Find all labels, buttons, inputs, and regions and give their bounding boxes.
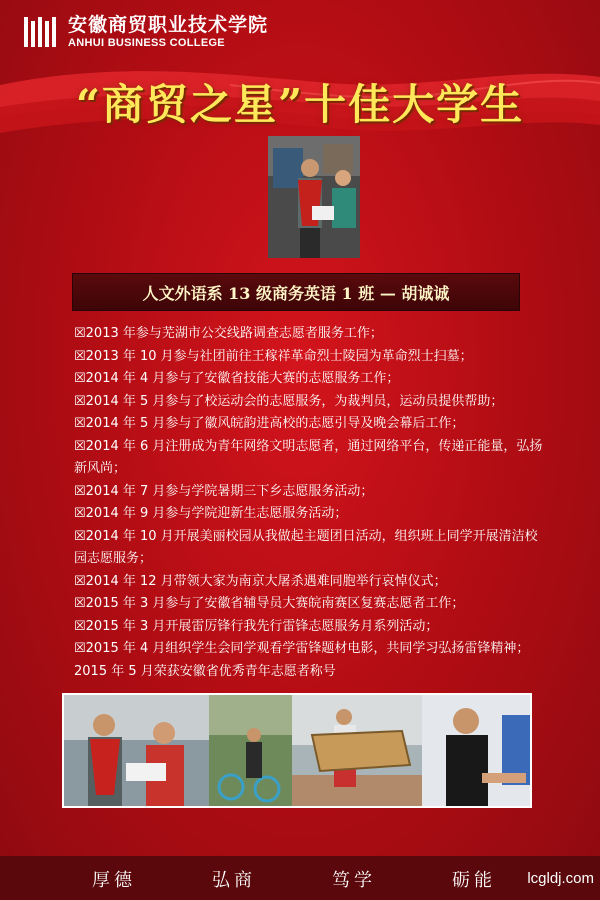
college-logo-icon bbox=[22, 13, 60, 51]
list-item: ☒2014 年 9 月参与学院迎新生志愿服务活动； bbox=[74, 506, 348, 521]
list-item: ☒2015 年 3 月开展雷厉锋行我先行雷锋志愿服务月系列活动； bbox=[74, 618, 439, 634]
college-name-cn: 安徽商贸职业技术学院 bbox=[68, 14, 269, 36]
college-header bbox=[22, 10, 268, 54]
activity-photo-strip bbox=[62, 693, 532, 808]
student-portrait-photo bbox=[268, 136, 360, 258]
list-item: ☒2013 年 10 月参与社团前往王稼祥革命烈士陵园为革命烈士扫墓； bbox=[74, 348, 473, 364]
list-item: ☒2014 年 5 月参与了校运动会的志愿服务，为裁判员，运动员提供帮助； bbox=[74, 393, 504, 409]
motto-text: 笃学 bbox=[332, 870, 376, 891]
college-name-en: ANHUI BUSINESS COLLEGE bbox=[68, 37, 225, 49]
activity-photo bbox=[422, 695, 530, 806]
activity-photo bbox=[64, 695, 209, 806]
list-item: ☒2015 年 3 月参与了安徽省辅导员大赛皖南赛区复赛志愿者工作； bbox=[74, 596, 465, 611]
student-name-banner: 人文外语系 13 级商务英语 1 班 — 胡诚诚 bbox=[72, 273, 520, 311]
motto-text: 弘商 bbox=[212, 870, 256, 891]
list-item: ☒2014 年 4 月参与了安徽省技能大赛的志愿服务工作； bbox=[74, 371, 400, 386]
motto-text: 砺能 bbox=[452, 870, 496, 891]
list-item: ☒2013 年参与芜湖市公交线路调查志愿者服务工作； bbox=[74, 326, 383, 341]
activity-photo bbox=[209, 695, 292, 806]
list-item: ☒2014 年 6 月注册成为青年网络文明志愿者，通过网络平台，传递正能量，弘扬新风尚； bbox=[74, 438, 543, 476]
activity-list bbox=[74, 323, 544, 683]
footer-bar bbox=[0, 856, 600, 900]
page-title: “商贸之星”十佳大学生 bbox=[75, 80, 525, 129]
list-item: ☒2015 年 4 月组织学生会同学观看学雷锋题材电影，共同学习弘扬雷锋精神； bbox=[74, 641, 530, 656]
list-item: ☒2014 年 5 月参与了徽风皖韵进高校的志愿引导及晚会幕后工作； bbox=[74, 416, 465, 431]
activity-photo bbox=[292, 695, 422, 806]
list-item: ☒2014 年 10 月开展美丽校园从我做起主题团日活动，组织班上同学开展清洁校园志愿服务； bbox=[74, 528, 538, 566]
list-item: ☒2014 年 12 月带领大家为南京大屠杀遇难同胞举行哀悼仪式； bbox=[74, 573, 447, 589]
list-item: ☒2014 年 7 月参与学院暑期三下乡志愿服务活动； bbox=[74, 483, 374, 499]
list-item: 2015 年 5 月荣获安徽省优秀青年志愿者称号 bbox=[74, 663, 336, 679]
site-watermark: lcgldj.com bbox=[527, 870, 594, 887]
motto-text: 厚德 bbox=[92, 870, 136, 891]
